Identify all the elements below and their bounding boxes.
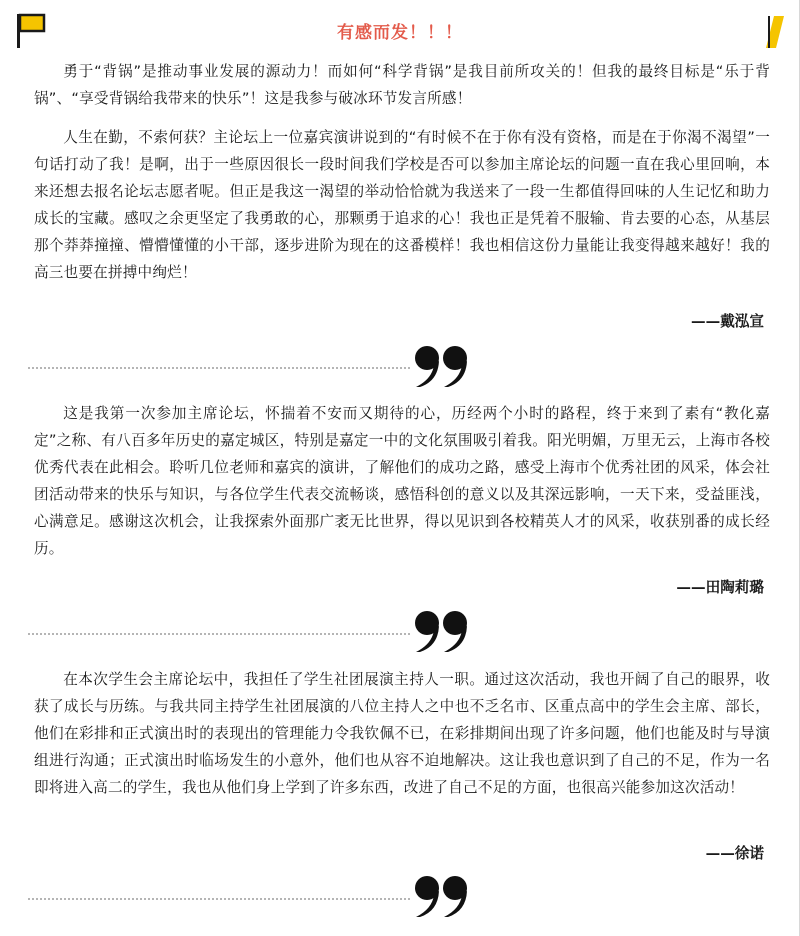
quotation-mark-icon [412, 875, 472, 917]
divider [28, 633, 410, 635]
divider [28, 367, 410, 369]
quotation-mark-icon [412, 345, 472, 387]
signature: ——徐诺 [705, 845, 764, 862]
divider [28, 898, 410, 900]
paragraph: 在本次学生会主席论坛中，我担任了学生社团展演主持人一职。通过这次活动，我也开阔了自己的眼界，收获了成长与历练。与我共同主持学生社团展演的八位主持人之中也不乏名市、区重点高中的学生会主席、部长，他们在彩排和正式演出时的表现出的管理能力令我钦佩不已，在彩排期间出现了许多问题，他们也能及时与导演组进行沟通；正式演出时临场发生的小意外，他们也从容不迫地解决。这让我也意识到了自己的不足，作为一名即将进入高二的学生，我也从他们身上学到了许多东西，改进了自己不足的方面，也很高兴能参加这次活动！ [34, 671, 770, 796]
paragraph: 勇于“背锅”是推动事业发展的源动力！而如何“科学背锅”是我目前所攻关的！但我的最终目标是“乐于背锅”、“享受背锅给我带来的快乐”！这是我参与破冰环节发言所感！ [34, 63, 770, 107]
paragraph: 人生在勤，不索何获？主论坛上一位嘉宾演讲说到的“有时候不在于你有没有资格，而是在于你渴不渴望”一句话打动了我！是啊，出于一些原因很长一段时间我们学校是否可以参加主席论坛的问题一直在我心里回响，本来还想去报名论坛志愿者呢。但正是我这一渴望的举动恰恰就为我送来了一段一生都值得回味的人生记忆和助力成长的宝藏。感叹之余更坚定了我勇敢的心，那颗勇于追求的心！我也正是凭着不服输、肯去要的心态，从基层那个莽莽撞撞、懵懵懂懂的小干部，逐步进阶为现在的这番模样！我也相信这份力量能让我变得越来越好！我的高三也要在拼搏中绚烂！ [34, 129, 770, 281]
signature: ——田陶莉璐 [676, 579, 764, 596]
signature: ——戴泓宣 [691, 313, 764, 330]
page-title: 有感而发！！！ [337, 23, 463, 43]
paragraph: 这是我第一次参加主席论坛，怀揣着不安而又期待的心，历经两个小时的路程，终于来到了素有“教化嘉定”之称、有八百多年历史的嘉定城区，特别是嘉定一中的文化氛围吸引着我。阳光明媚，万里无云，上海市各校优秀代表在此相会。聆听几位老师和嘉宾的演讲，了解他们的成功之路，感受上海市个优秀社团的风采，体会社团活动带来的快乐与知识，与各位学生代表交流畅谈，感悟科创的意义以及其深远影响，一天下来，受益匪浅，心满意足。感谢这次机会，让我探索外面那广袤无比世界，得以见识到各校精英人才的风采，收获别番的成长经历。 [34, 405, 770, 557]
quotation-mark-icon [412, 610, 472, 652]
